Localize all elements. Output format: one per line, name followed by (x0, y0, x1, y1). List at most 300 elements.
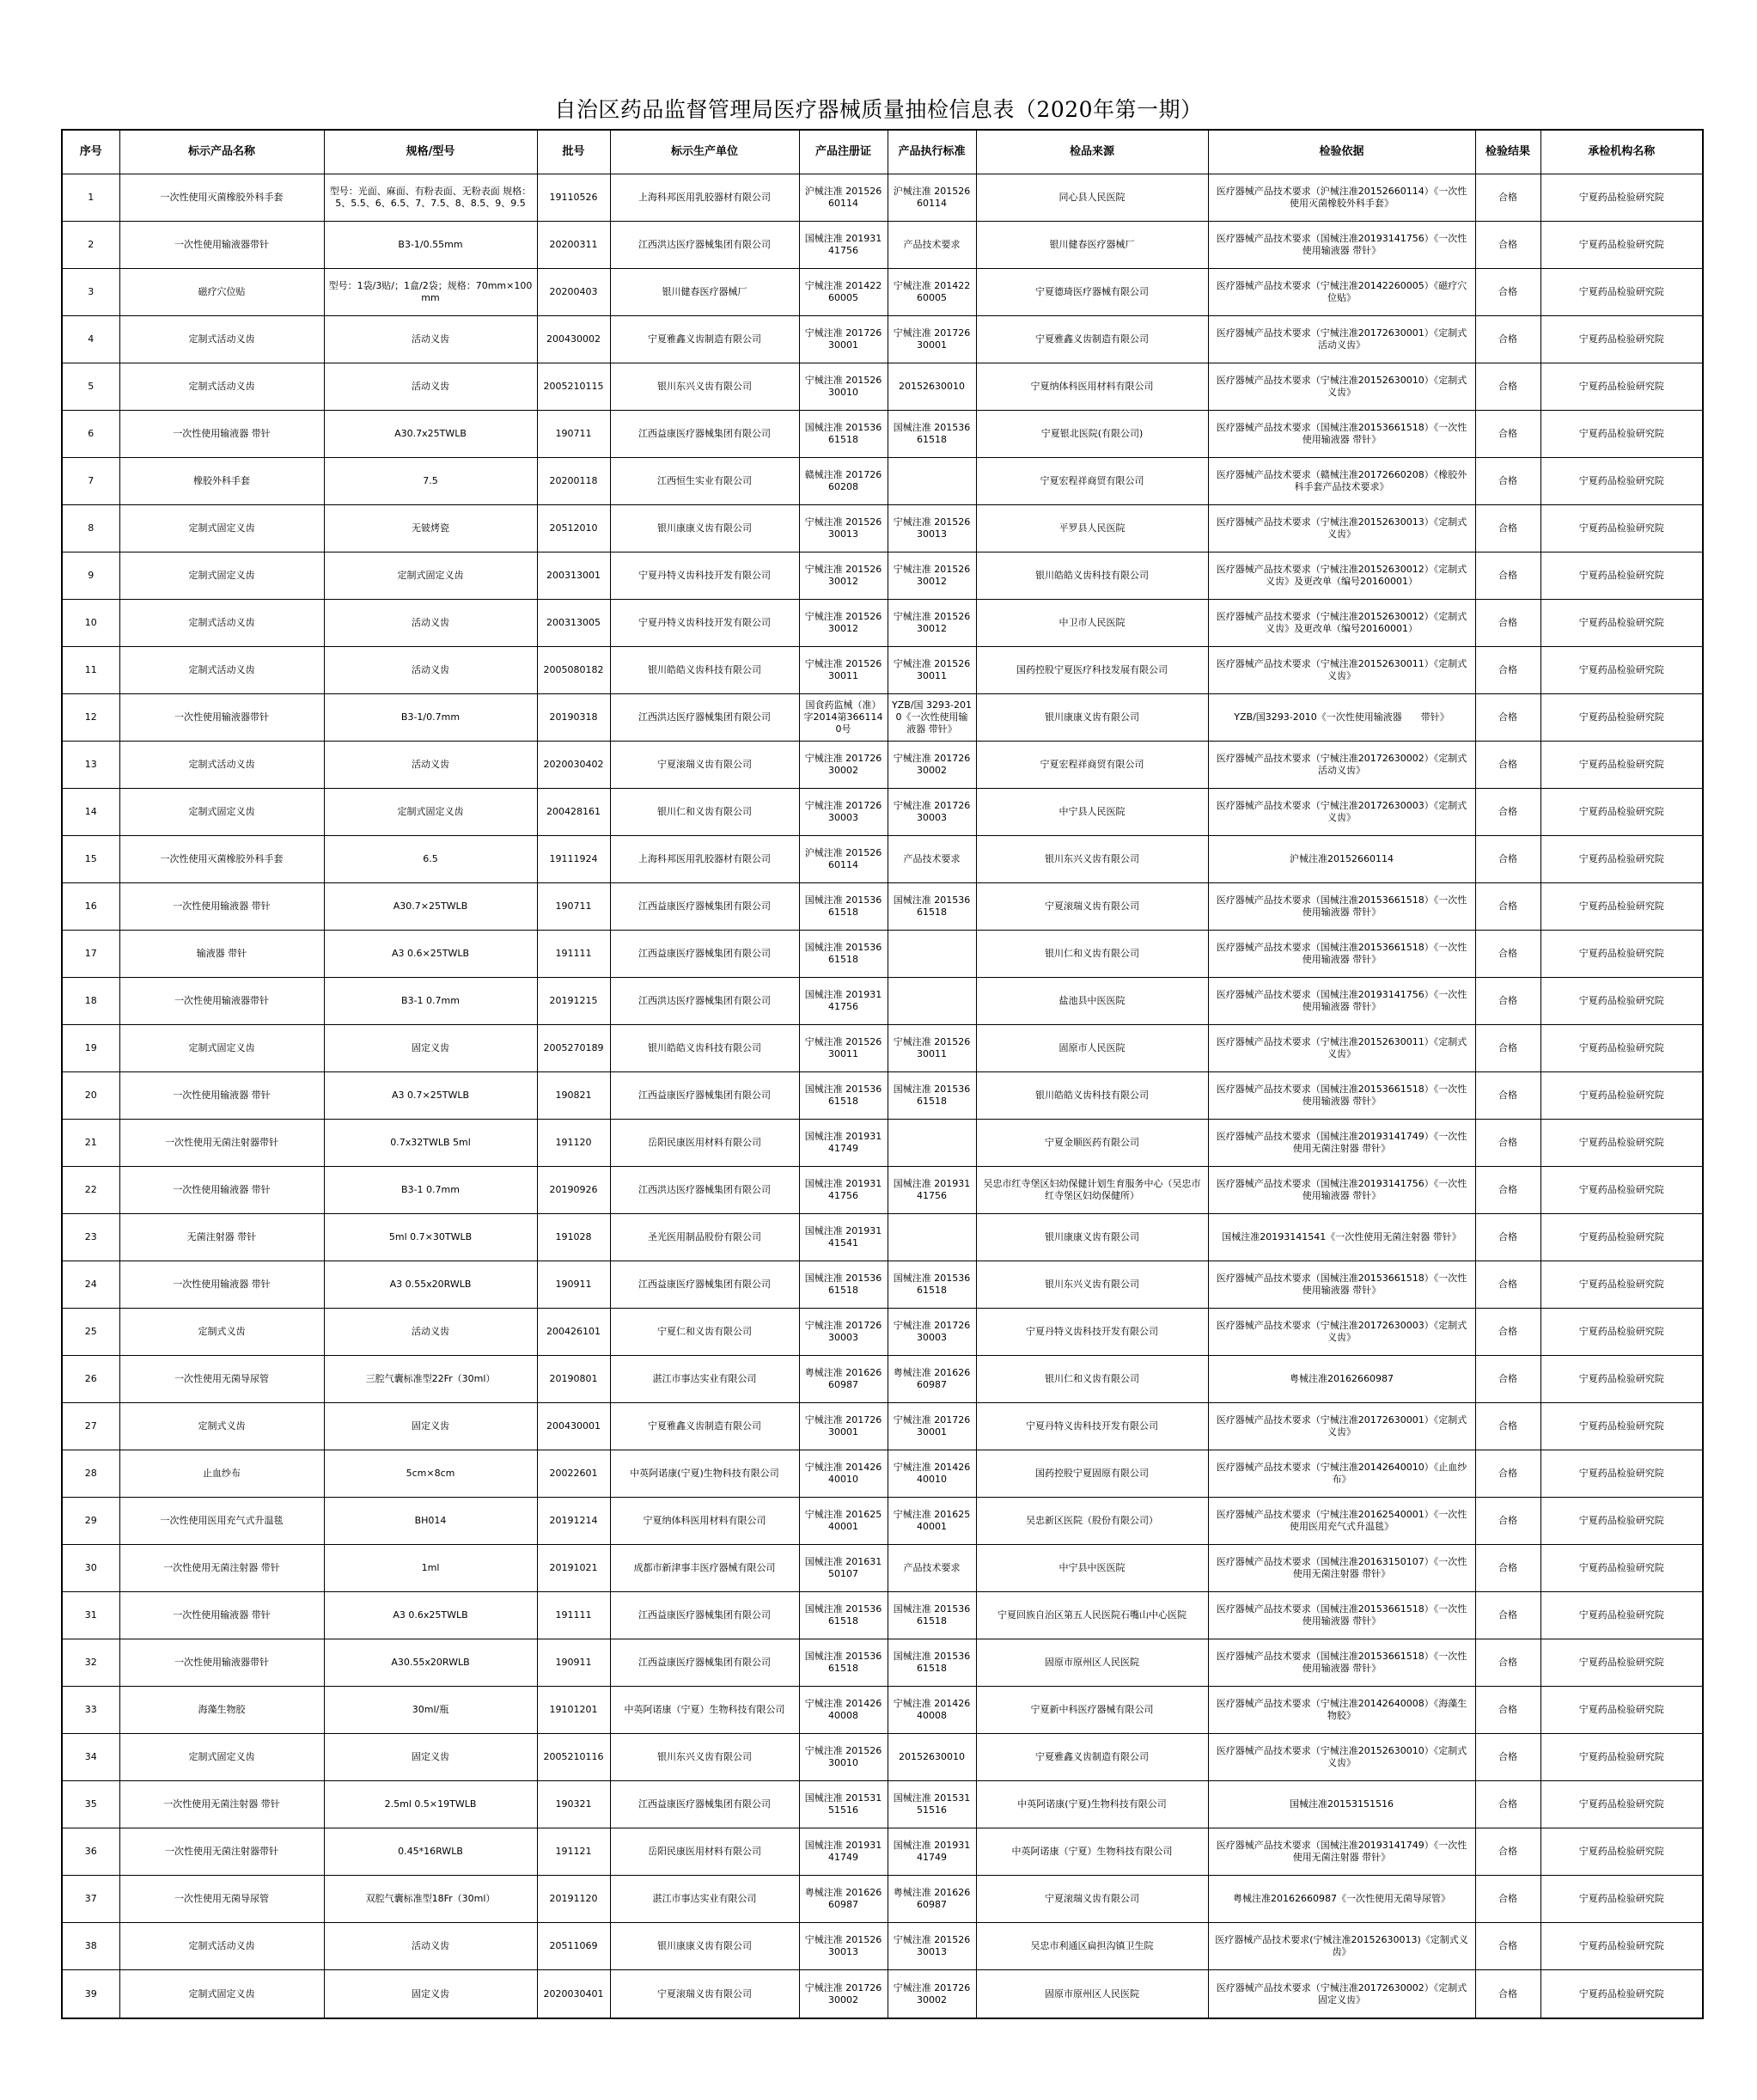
cell-sample-source: 固原市原州区人民医院 (976, 1970, 1208, 2019)
cell-inspection-result: 合格 (1475, 1025, 1540, 1072)
cell-spec-model: 活动义齿 (324, 742, 537, 789)
cell-spec-model: A30.7x25TWLB (324, 411, 537, 458)
cell-product-name: 海藻生物胶 (119, 1687, 324, 1734)
cell-inspection-agency: 宁夏药品检验研究院 (1540, 1120, 1703, 1167)
cell-inspection-agency: 宁夏药品检验研究院 (1540, 883, 1703, 931)
cell-batch-number: 200313005 (537, 600, 610, 647)
cell-sample-source: 银川仁和义齿有限公司 (976, 1356, 1208, 1403)
cell-inspection-agency: 宁夏药品检验研究院 (1540, 174, 1703, 222)
cell-inspection-basis: 医疗器械产品技术要求（宁械注准20172630003）《定制式义齿》 (1208, 1309, 1475, 1356)
cell-inspection-result: 合格 (1475, 1828, 1540, 1876)
cell-registration-cert: 国械注准 20153661518 (799, 1639, 888, 1687)
cell-inspection-result: 合格 (1475, 1639, 1540, 1687)
cell-inspection-agency: 宁夏药品检验研究院 (1540, 1450, 1703, 1498)
cell-execution-standard (888, 1214, 976, 1261)
cell-product-name: 一次性使用输液器 带针 (119, 1592, 324, 1639)
cell-index: 10 (62, 600, 119, 647)
cell-inspection-basis: YZB/国3293-2010《一次性使用输液器 带针》 (1208, 694, 1475, 742)
cell-inspection-basis: 医疗器械产品技术要求（宁械注准20162540001）《一次性使用医用充气式升温毯》 (1208, 1498, 1475, 1545)
cell-inspection-agency: 宁夏药品检验研究院 (1540, 1639, 1703, 1687)
cell-inspection-agency: 宁夏药品检验研究院 (1540, 1356, 1703, 1403)
cell-execution-standard (888, 1120, 976, 1167)
cell-spec-model: 1ml (324, 1545, 537, 1592)
cell-inspection-result: 合格 (1475, 1687, 1540, 1734)
cell-manufacturer: 圣光医用制品股份有限公司 (610, 1214, 799, 1261)
cell-sample-source: 宁夏雅鑫义齿制造有限公司 (976, 316, 1208, 363)
cell-inspection-basis: 医疗器械产品技术要求（宁械注准20172630002）《定制式固定义齿》 (1208, 1970, 1475, 2019)
cell-manufacturer: 成都市新津事丰医疗器械有限公司 (610, 1545, 799, 1592)
cell-execution-standard: 国械注准 20153661518 (888, 883, 976, 931)
cell-inspection-agency: 宁夏药品检验研究院 (1540, 1167, 1703, 1214)
cell-inspection-agency: 宁夏药品检验研究院 (1540, 978, 1703, 1025)
cell-inspection-result: 合格 (1475, 363, 1540, 411)
cell-batch-number: 20190318 (537, 694, 610, 742)
cell-batch-number: 19111924 (537, 836, 610, 883)
cell-product-name: 定制式活动义齿 (119, 316, 324, 363)
cell-inspection-basis: 医疗器械产品技术要求（国械注准20153661518）《一次性使用输液器 带针》 (1208, 1592, 1475, 1639)
cell-sample-source: 宁夏纳体科医用材料有限公司 (976, 363, 1208, 411)
cell-inspection-result: 合格 (1475, 552, 1540, 600)
table-header-row (62, 130, 1703, 174)
column-header-index: 序号 (62, 130, 119, 174)
cell-index: 35 (62, 1781, 119, 1828)
cell-spec-model: 6.5 (324, 836, 537, 883)
table-row (62, 647, 1703, 694)
cell-spec-model: 2.5ml 0.5×19TWLB (324, 1781, 537, 1828)
cell-product-name: 定制式活动义齿 (119, 647, 324, 694)
cell-execution-standard (888, 931, 976, 978)
table-row (62, 1781, 1703, 1828)
cell-batch-number: 19101201 (537, 1687, 610, 1734)
cell-batch-number: 190821 (537, 1072, 610, 1120)
cell-index: 6 (62, 411, 119, 458)
cell-execution-standard: 宁械注准 20162540001 (888, 1498, 976, 1545)
cell-manufacturer: 岳阳民康医用材料有限公司 (610, 1828, 799, 1876)
cell-inspection-result: 合格 (1475, 1403, 1540, 1450)
cell-index: 3 (62, 269, 119, 316)
cell-registration-cert: 宁械注准 20172630002 (799, 1970, 888, 2019)
cell-inspection-agency: 宁夏药品检验研究院 (1540, 458, 1703, 505)
cell-execution-standard (888, 978, 976, 1025)
cell-index: 29 (62, 1498, 119, 1545)
cell-registration-cert: 宁械注准 20172630003 (799, 1309, 888, 1356)
cell-inspection-basis: 医疗器械产品技术要求（宁械注准20152630011）《定制式义齿》 (1208, 1025, 1475, 1072)
cell-spec-model: 三腔气囊标准型22Fr（30ml） (324, 1356, 537, 1403)
cell-batch-number: 200313001 (537, 552, 610, 600)
cell-execution-standard: 国械注准 20153661518 (888, 1592, 976, 1639)
cell-inspection-agency: 宁夏药品检验研究院 (1540, 1876, 1703, 1923)
cell-inspection-basis: 医疗器械产品技术要求（宁械注准20142640010）《止血纱布》 (1208, 1450, 1475, 1498)
column-header-batch-number: 批号 (537, 130, 610, 174)
cell-inspection-basis: 医疗器械产品技术要求（宁械注准20172630001）《定制式义齿》 (1208, 1403, 1475, 1450)
cell-registration-cert: 国械注准 20153661518 (799, 1072, 888, 1120)
cell-inspection-agency: 宁夏药品检验研究院 (1540, 1687, 1703, 1734)
cell-inspection-basis: 医疗器械产品技术要求（宁械注准20152630012）《定制式义齿》及更改单（编号20160001） (1208, 600, 1475, 647)
cell-batch-number: 20511069 (537, 1923, 610, 1970)
cell-index: 38 (62, 1923, 119, 1970)
cell-execution-standard: 宁械注准 20172630001 (888, 1403, 976, 1450)
cell-execution-standard: 宁械注准 20172630002 (888, 742, 976, 789)
cell-product-name: 一次性使用输液器带针 (119, 1639, 324, 1687)
cell-sample-source: 中英阿诺康(宁夏)生物科技有限公司 (976, 1781, 1208, 1828)
cell-inspection-agency: 宁夏药品检验研究院 (1540, 1403, 1703, 1450)
cell-product-name: 定制式活动义齿 (119, 600, 324, 647)
cell-inspection-basis: 医疗器械产品技术要求（国械注准20193141749）《一次性使用无菌注射器 带针》 (1208, 1828, 1475, 1876)
cell-registration-cert: 国械注准 20163150107 (799, 1545, 888, 1592)
cell-inspection-basis: 国械注准20193141541《一次性使用无菌注射器 带针》 (1208, 1214, 1475, 1261)
cell-registration-cert: 宁械注准 20152630010 (799, 1734, 888, 1781)
cell-index: 12 (62, 694, 119, 742)
cell-manufacturer: 银川皓皓义齿科技有限公司 (610, 647, 799, 694)
cell-sample-source: 宁夏宏程祥商贸有限公司 (976, 458, 1208, 505)
table-row (62, 458, 1703, 505)
table-row (62, 1734, 1703, 1781)
cell-spec-model: 5ml 0.7×30TWLB (324, 1214, 537, 1261)
cell-inspection-result: 合格 (1475, 174, 1540, 222)
cell-inspection-agency: 宁夏药品检验研究院 (1540, 552, 1703, 600)
cell-sample-source: 国药控股宁夏医疗科技发展有限公司 (976, 647, 1208, 694)
cell-registration-cert: 赣械注准 20172660208 (799, 458, 888, 505)
cell-manufacturer: 银川仁和义齿有限公司 (610, 789, 799, 836)
cell-execution-standard: 国械注准 20193141756 (888, 1167, 976, 1214)
table-row (62, 174, 1703, 222)
table-row (62, 600, 1703, 647)
cell-batch-number: 191121 (537, 1828, 610, 1876)
cell-inspection-result: 合格 (1475, 1876, 1540, 1923)
cell-index: 13 (62, 742, 119, 789)
cell-manufacturer: 江西益康医疗器械集团有限公司 (610, 411, 799, 458)
cell-inspection-basis: 医疗器械产品技术要求（宁械注准20152630010）《定制式义齿》 (1208, 363, 1475, 411)
cell-registration-cert: 粤械注准 20162660987 (799, 1876, 888, 1923)
table-row (62, 931, 1703, 978)
cell-registration-cert: 宁械注准 20152630011 (799, 1025, 888, 1072)
cell-index: 19 (62, 1025, 119, 1072)
cell-product-name: 一次性使用灭菌橡胶外科手套 (119, 174, 324, 222)
cell-spec-model: B3-1 0.7mm (324, 1167, 537, 1214)
cell-inspection-result: 合格 (1475, 1356, 1540, 1403)
cell-inspection-basis: 医疗器械产品技术要求（宁械注准20152630012）《定制式义齿》及更改单（编号20160001） (1208, 552, 1475, 600)
cell-manufacturer: 中英阿诺康（宁夏）生物科技有限公司 (610, 1687, 799, 1734)
cell-spec-model: 双腔气囊标准型18Fr（30ml） (324, 1876, 537, 1923)
cell-sample-source: 平罗县人民医院 (976, 505, 1208, 552)
table-row (62, 836, 1703, 883)
cell-execution-standard: YZB/国 3293-2010《一次性使用输液器 带针》 (888, 694, 976, 742)
cell-product-name: 一次性使用输液器带针 (119, 222, 324, 269)
cell-registration-cert: 国械注准 20153661518 (799, 931, 888, 978)
cell-manufacturer: 江西益康医疗器械集团有限公司 (610, 883, 799, 931)
cell-product-name: 一次性使用输液器 带针 (119, 883, 324, 931)
table-row (62, 1025, 1703, 1072)
table-row (62, 1970, 1703, 2019)
cell-sample-source: 盐池县中医医院 (976, 978, 1208, 1025)
cell-inspection-agency: 宁夏药品检验研究院 (1540, 1828, 1703, 1876)
column-header-inspection-result: 检验结果 (1475, 130, 1540, 174)
cell-batch-number: 20190926 (537, 1167, 610, 1214)
cell-inspection-agency: 宁夏药品检验研究院 (1540, 269, 1703, 316)
cell-registration-cert: 国械注准 20193141749 (799, 1828, 888, 1876)
cell-manufacturer: 江西洪达医疗器械集团有限公司 (610, 222, 799, 269)
cell-execution-standard: 20152630010 (888, 363, 976, 411)
cell-product-name: 定制式活动义齿 (119, 742, 324, 789)
cell-index: 27 (62, 1403, 119, 1450)
cell-batch-number: 200426101 (537, 1309, 610, 1356)
cell-inspection-agency: 宁夏药品检验研究院 (1540, 1545, 1703, 1592)
cell-manufacturer: 江西益康医疗器械集团有限公司 (610, 1072, 799, 1120)
cell-registration-cert: 宁械注准 20152630012 (799, 600, 888, 647)
cell-sample-source: 吴忠新区医院（股份有限公司） (976, 1498, 1208, 1545)
cell-spec-model: 固定义齿 (324, 1970, 537, 2019)
column-header-inspection-basis: 检验依据 (1208, 130, 1475, 174)
cell-registration-cert: 国械注准 20193141756 (799, 222, 888, 269)
table-row (62, 1309, 1703, 1356)
table-row (62, 1120, 1703, 1167)
cell-inspection-basis: 医疗器械产品技术要求（赣械注准20172660208）《橡胶外科手套产品技术要求》 (1208, 458, 1475, 505)
cell-inspection-agency: 宁夏药品检验研究院 (1540, 1261, 1703, 1309)
cell-spec-model: A3 0.6x25TWLB (324, 1592, 537, 1639)
cell-index: 34 (62, 1734, 119, 1781)
table-row (62, 1498, 1703, 1545)
cell-batch-number: 190321 (537, 1781, 610, 1828)
cell-inspection-result: 合格 (1475, 316, 1540, 363)
column-header-inspection-agency: 承检机构名称 (1540, 130, 1703, 174)
cell-sample-source: 银川仁和义齿有限公司 (976, 931, 1208, 978)
cell-execution-standard: 宁械注准 20152630012 (888, 600, 976, 647)
cell-index: 39 (62, 1970, 119, 2019)
cell-spec-model: 型号：1袋/3贴/；1盒/2袋；规格：70mm×100mm (324, 269, 537, 316)
cell-inspection-agency: 宁夏药品检验研究院 (1540, 1214, 1703, 1261)
cell-index: 8 (62, 505, 119, 552)
table-row (62, 505, 1703, 552)
table-row (62, 552, 1703, 600)
cell-manufacturer: 银川康康义齿有限公司 (610, 1923, 799, 1970)
cell-inspection-basis: 医疗器械产品技术要求（国械注准20153661518）《一次性使用输液器 带针》 (1208, 883, 1475, 931)
cell-execution-standard: 宁械注准 20152630011 (888, 647, 976, 694)
cell-product-name: 一次性使用无菌注射器带针 (119, 1828, 324, 1876)
cell-product-name: 一次性使用输液器 带针 (119, 1261, 324, 1309)
cell-spec-model: A3 0.55x20RWLB (324, 1261, 537, 1309)
cell-inspection-result: 合格 (1475, 1167, 1540, 1214)
cell-inspection-basis: 粤械注准20162660987 (1208, 1356, 1475, 1403)
cell-inspection-agency: 宁夏药品检验研究院 (1540, 316, 1703, 363)
cell-batch-number: 191120 (537, 1120, 610, 1167)
cell-product-name: 一次性使用输液器带针 (119, 978, 324, 1025)
cell-manufacturer: 宁夏丹特义齿科技开发有限公司 (610, 600, 799, 647)
cell-execution-standard: 宁械注准 20172630003 (888, 789, 976, 836)
cell-product-name: 一次性使用无菌导尿管 (119, 1876, 324, 1923)
cell-product-name: 一次性使用输液器 带针 (119, 1167, 324, 1214)
cell-inspection-agency: 宁夏药品检验研究院 (1540, 600, 1703, 647)
cell-spec-model: B3-1/0.7mm (324, 694, 537, 742)
column-header-manufacturer: 标示生产单位 (610, 130, 799, 174)
column-header-spec-model: 规格/型号 (324, 130, 537, 174)
cell-execution-standard: 宁械注准 20172630002 (888, 1970, 976, 2019)
cell-inspection-basis: 医疗器械产品技术要求（国械注准20193141756）《一次性使用输液器 带针》 (1208, 978, 1475, 1025)
cell-inspection-result: 合格 (1475, 1309, 1540, 1356)
cell-inspection-result: 合格 (1475, 647, 1540, 694)
cell-inspection-result: 合格 (1475, 1261, 1540, 1309)
cell-index: 26 (62, 1356, 119, 1403)
cell-inspection-agency: 宁夏药品检验研究院 (1540, 1781, 1703, 1828)
cell-inspection-basis: 医疗器械产品技术要求（宁械注准20172630003）《定制式义齿》 (1208, 789, 1475, 836)
cell-spec-model: 活动义齿 (324, 647, 537, 694)
cell-inspection-basis: 国械注准20153151516 (1208, 1781, 1475, 1828)
cell-registration-cert: 宁械注准 20152630011 (799, 647, 888, 694)
cell-spec-model: 活动义齿 (324, 363, 537, 411)
cell-product-name: 定制式固定义齿 (119, 1734, 324, 1781)
cell-execution-standard: 粤械注准 20162660987 (888, 1876, 976, 1923)
cell-sample-source: 中宁县中医医院 (976, 1545, 1208, 1592)
cell-spec-model: 活动义齿 (324, 1923, 537, 1970)
cell-batch-number: 2005270189 (537, 1025, 610, 1072)
cell-inspection-result: 合格 (1475, 222, 1540, 269)
cell-batch-number: 191111 (537, 1592, 610, 1639)
cell-sample-source: 宁夏德琦医疗器械有限公司 (976, 269, 1208, 316)
cell-registration-cert: 粤械注准 20162660987 (799, 1356, 888, 1403)
cell-manufacturer: 岳阳民康医用材料有限公司 (610, 1120, 799, 1167)
cell-inspection-result: 合格 (1475, 1592, 1540, 1639)
cell-registration-cert: 国械注准 20193141756 (799, 978, 888, 1025)
cell-inspection-basis: 医疗器械产品技术要求（宁械注准20142640008）《海藻生物胶》 (1208, 1687, 1475, 1734)
cell-index: 16 (62, 883, 119, 931)
cell-inspection-basis: 医疗器械产品技术要求（国械注准20193141756）《一次性使用输液器 带针》 (1208, 1167, 1475, 1214)
cell-batch-number: 20200403 (537, 269, 610, 316)
cell-registration-cert: 国械注准 20153661518 (799, 883, 888, 931)
cell-spec-model: 定制式固定义齿 (324, 789, 537, 836)
cell-batch-number: 190911 (537, 1639, 610, 1687)
cell-product-name: 定制式固定义齿 (119, 505, 324, 552)
column-header-sample-source: 检品来源 (976, 130, 1208, 174)
cell-spec-model: 0.45*16RWLB (324, 1828, 537, 1876)
cell-inspection-agency: 宁夏药品检验研究院 (1540, 505, 1703, 552)
cell-sample-source: 中英阿诺康（宁夏）生物科技有限公司 (976, 1828, 1208, 1876)
cell-inspection-result: 合格 (1475, 269, 1540, 316)
cell-registration-cert: 宁械注准 20172630001 (799, 316, 888, 363)
cell-product-name: 一次性使用输液器 带针 (119, 1072, 324, 1120)
cell-sample-source: 宁夏银北医院(有限公司) (976, 411, 1208, 458)
cell-product-name: 一次性使用灭菌橡胶外科手套 (119, 836, 324, 883)
cell-product-name: 定制式活动义齿 (119, 1923, 324, 1970)
cell-spec-model: B3-1/0.55mm (324, 222, 537, 269)
cell-execution-standard: 宁械注准 20172630003 (888, 1309, 976, 1356)
cell-inspection-agency: 宁夏药品检验研究院 (1540, 1734, 1703, 1781)
cell-execution-standard: 产品技术要求 (888, 1545, 976, 1592)
cell-inspection-agency: 宁夏药品检验研究院 (1540, 931, 1703, 978)
cell-product-name: 定制式义齿 (119, 1309, 324, 1356)
cell-spec-model: 活动义齿 (324, 316, 537, 363)
cell-manufacturer: 江西洪达医疗器械集团有限公司 (610, 978, 799, 1025)
cell-index: 11 (62, 647, 119, 694)
cell-product-name: 定制式固定义齿 (119, 789, 324, 836)
cell-spec-model: A3 0.6×25TWLB (324, 931, 537, 978)
cell-index: 4 (62, 316, 119, 363)
cell-product-name: 一次性使用无菌注射器带针 (119, 1120, 324, 1167)
cell-batch-number: 190711 (537, 411, 610, 458)
cell-inspection-result: 合格 (1475, 1923, 1540, 1970)
cell-batch-number: 20512010 (537, 505, 610, 552)
cell-inspection-agency: 宁夏药品检验研究院 (1540, 1923, 1703, 1970)
cell-registration-cert: 国械注准 20193141749 (799, 1120, 888, 1167)
cell-inspection-basis: 医疗器械产品技术要求（国械注准20153661518）《一次性使用输液器 带针》 (1208, 1261, 1475, 1309)
cell-execution-standard: 宁械注准 20142640010 (888, 1450, 976, 1498)
table-row (62, 1261, 1703, 1309)
table-row (62, 789, 1703, 836)
cell-execution-standard: 宁械注准 20152630011 (888, 1025, 976, 1072)
cell-registration-cert: 国械注准 20193141756 (799, 1167, 888, 1214)
table-row (62, 1923, 1703, 1970)
cell-registration-cert: 宁械注准 20152630013 (799, 1923, 888, 1970)
cell-sample-source: 银川东兴义齿有限公司 (976, 1261, 1208, 1309)
cell-product-name: 无菌注射器 带针 (119, 1214, 324, 1261)
cell-batch-number: 20191215 (537, 978, 610, 1025)
cell-execution-standard: 国械注准 20153661518 (888, 1072, 976, 1120)
cell-inspection-result: 合格 (1475, 600, 1540, 647)
cell-product-name: 定制式活动义齿 (119, 363, 324, 411)
cell-inspection-agency: 宁夏药品检验研究院 (1540, 1072, 1703, 1120)
cell-inspection-basis: 医疗器械产品技术要求（宁械注准20152630010）《定制式义齿》 (1208, 1734, 1475, 1781)
cell-sample-source: 银川皓皓义齿科技有限公司 (976, 1072, 1208, 1120)
cell-manufacturer: 江西益康医疗器械集团有限公司 (610, 1592, 799, 1639)
cell-batch-number: 20200118 (537, 458, 610, 505)
cell-product-name: 一次性使用无菌注射器 带针 (119, 1781, 324, 1828)
cell-inspection-basis: 医疗器械产品技术要求（国械注准20153661518）《一次性使用输液器 带针》 (1208, 1639, 1475, 1687)
cell-manufacturer: 宁夏滚瑞义齿有限公司 (610, 742, 799, 789)
cell-index: 21 (62, 1120, 119, 1167)
cell-execution-standard: 宁械注准 20152630013 (888, 505, 976, 552)
cell-inspection-result: 合格 (1475, 411, 1540, 458)
cell-spec-model: A30.55x20RWLB (324, 1639, 537, 1687)
cell-inspection-result: 合格 (1475, 883, 1540, 931)
cell-index: 37 (62, 1876, 119, 1923)
cell-sample-source: 固原市原州区人民医院 (976, 1639, 1208, 1687)
cell-inspection-result: 合格 (1475, 1734, 1540, 1781)
cell-spec-model: 活动义齿 (324, 600, 537, 647)
table-row (62, 1450, 1703, 1498)
cell-inspection-basis: 医疗器械产品技术要求（宁械注准20152630013）《定制式义齿》 (1208, 505, 1475, 552)
cell-execution-standard: 宁械注准 20172630001 (888, 316, 976, 363)
cell-batch-number: 2005210116 (537, 1734, 610, 1781)
table-row (62, 1545, 1703, 1592)
cell-inspection-agency: 宁夏药品检验研究院 (1540, 694, 1703, 742)
cell-registration-cert: 宁械注准 20172630001 (799, 1403, 888, 1450)
cell-sample-source: 吴忠市利通区扁担沟镇卫生院 (976, 1923, 1208, 1970)
cell-batch-number: 2005080182 (537, 647, 610, 694)
cell-sample-source: 宁夏宏程祥商贸有限公司 (976, 742, 1208, 789)
cell-inspection-result: 合格 (1475, 1781, 1540, 1828)
cell-inspection-agency: 宁夏药品检验研究院 (1540, 742, 1703, 789)
cell-registration-cert: 国械注准 20193141541 (799, 1214, 888, 1261)
cell-product-name: 定制式义齿 (119, 1403, 324, 1450)
table-row (62, 883, 1703, 931)
cell-inspection-result: 合格 (1475, 742, 1540, 789)
cell-inspection-result: 合格 (1475, 931, 1540, 978)
cell-spec-model: 无铍烤瓷 (324, 505, 537, 552)
cell-manufacturer: 宁夏雅鑫义齿制造有限公司 (610, 1403, 799, 1450)
table-body (62, 174, 1703, 2019)
cell-index: 23 (62, 1214, 119, 1261)
cell-inspection-basis: 医疗器械产品技术要求（国械注准20153661518）《一次性使用输液器 带针》 (1208, 411, 1475, 458)
cell-inspection-result: 合格 (1475, 1072, 1540, 1120)
cell-index: 25 (62, 1309, 119, 1356)
cell-manufacturer: 江西洪达医疗器械集团有限公司 (610, 694, 799, 742)
table-row (62, 269, 1703, 316)
cell-spec-model: B3-1 0.7mm (324, 978, 537, 1025)
table-row (62, 1072, 1703, 1120)
cell-registration-cert: 国食药监械（准）字2014第3661140号 (799, 694, 888, 742)
cell-manufacturer: 宁夏滚瑞义齿有限公司 (610, 1970, 799, 2019)
cell-execution-standard: 国械注准 20193141749 (888, 1828, 976, 1876)
cell-execution-standard: 沪械注准 20152660114 (888, 174, 976, 222)
cell-manufacturer: 宁夏纳体科医用材料有限公司 (610, 1498, 799, 1545)
